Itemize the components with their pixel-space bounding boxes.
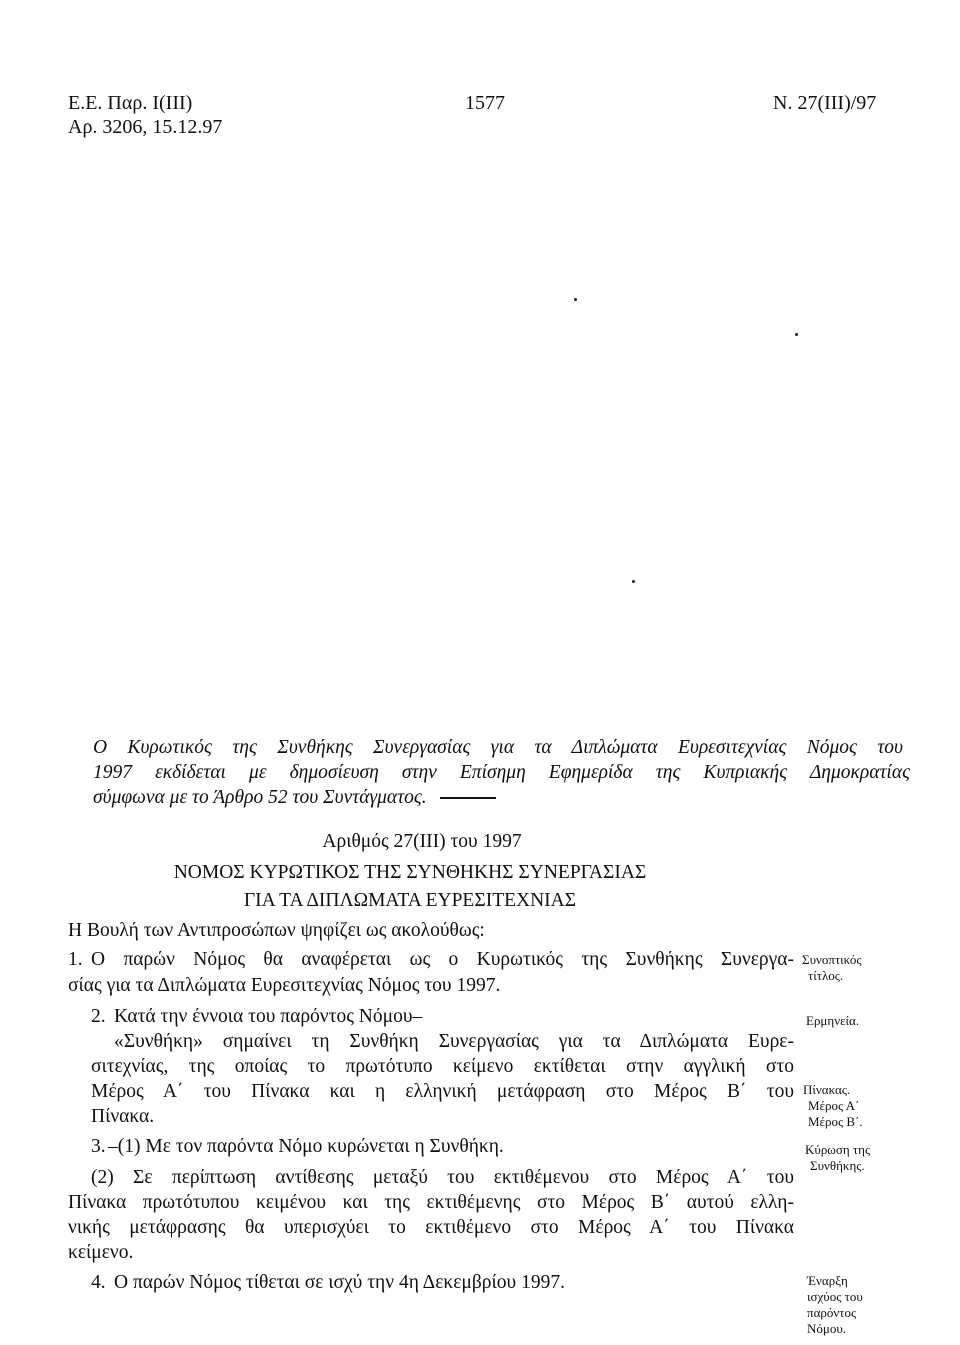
- definition-text: Μέρος Α΄ του Πίνακα και η ελληνική μετάφραση στο Μέρος Β΄ του: [91, 1081, 794, 1102]
- margin-note-commencement: ισχύος του: [807, 1289, 863, 1304]
- margin-note-ratification: Κύρωση της: [805, 1142, 871, 1157]
- margin-note-short-title: τίτλος.: [808, 968, 844, 983]
- scan-speck: [632, 580, 635, 583]
- margin-note-schedule: Μέρος Α΄: [808, 1098, 860, 1113]
- section-2-text: Κατά την έννοια του παρόντος Νόμου–: [114, 1006, 423, 1027]
- section-3-text: (2) Σε περίπτωση αντίθεσης μεταξύ του εκτιθέμενου στο Μέρος Α΄ του: [91, 1167, 794, 1188]
- separator-rule: [440, 797, 496, 799]
- gazette-reference: Ε.Ε. Παρ. Ι(ΙΙΙ): [68, 92, 193, 114]
- law-number: Αριθμός 27(ΙΙΙ) του 1997: [322, 831, 522, 852]
- section-3-text: –(1) Με τον παρόντα Νόμο κυρώνεται η Συνθήκη.: [108, 1136, 504, 1157]
- scan-speck: [574, 298, 577, 301]
- section-4-number: 4.: [91, 1272, 106, 1293]
- definition-text: σιτεχνίας, της οποίας το πρωτότυπο κείμενο εκτίθεται στην αγγλική στο: [91, 1056, 794, 1077]
- section-3-text: κείμενο.: [68, 1242, 134, 1263]
- enacting-formula: Η Βουλή των Αντιπροσώπων ψηφίζει ως ακολούθως:: [68, 920, 485, 941]
- section-3-text: Πίνακα πρωτότυπου κειμένου και της εκτιθέμενης στο Μέρος Β΄ αυτού ελλη-: [68, 1192, 794, 1213]
- section-3-number: 3.: [91, 1136, 106, 1157]
- definition-text: «Συνθήκη» σημαίνει τη Συνθήκη Συνεργασίας για τα Διπλώματα Ευρε-: [114, 1031, 794, 1052]
- section-1-text: Ο παρών Νόμος θα αναφέρεται ως ο Κυρωτικός της Συνθήκης Συνεργα-: [91, 949, 794, 970]
- section-2-number: 2.: [91, 1006, 106, 1027]
- margin-note-commencement: Νόμου.: [807, 1321, 847, 1336]
- intro-line: Ο Κυρωτικός της Συνθήκης Συνεργασίας για τα Διπλώματα Ευρεσιτεχνίας Νόμος του: [93, 737, 903, 758]
- intro-line: σύμφωνα με το Άρθρο 52 του Συντάγματος.: [93, 787, 427, 808]
- law-title-line: ΓΙΑ ΤΑ ΔΙΠΛΩΜΑΤΑ ΕΥΡΕΣΙΤΕΧΝΙΑΣ: [243, 890, 577, 911]
- margin-note-schedule: Πίνακας.: [803, 1082, 851, 1097]
- law-reference: Ν. 27(ΙΙΙ)/97: [773, 92, 877, 114]
- section-4-text: Ο παρών Νόμος τίθεται σε ισχύ την 4η Δεκεμβρίου 1997.: [114, 1272, 565, 1293]
- margin-note-short-title: Συνοπτικός: [802, 952, 862, 967]
- margin-note-interpretation: Ερμηνεία.: [806, 1013, 860, 1028]
- scan-speck: [795, 333, 798, 336]
- intro-line: 1997 εκδίδεται με δημοσίευση στην Επίσημη Εφημερίδα της Κυπριακής Δημοκρατίας: [93, 762, 910, 783]
- margin-note-schedule: Μέρος Β΄.: [808, 1114, 863, 1129]
- margin-note-ratification: Συνθήκης.: [810, 1158, 865, 1173]
- law-title-line: ΝΟΜΟΣ ΚΥΡΩΤΙΚΟΣ ΤΗΣ ΣΥΝΘΗΚΗΣ ΣΥΝΕΡΓΑΣΙΑΣ: [173, 862, 647, 883]
- page-number: 1577: [465, 92, 505, 114]
- margin-note-commencement: παρόντος: [807, 1305, 857, 1320]
- section-1-text: σίας για τα Διπλώματα Ευρεσιτεχνίας Νόμος του 1997.: [68, 975, 501, 996]
- section-1-number: 1.: [68, 949, 83, 970]
- margin-note-commencement: Έναρξη: [807, 1273, 848, 1288]
- section-3-text: νικής μετάφρασης θα υπερισχύει το εκτιθέμενο στο Μέρος Α΄ του Πίνακα: [68, 1217, 794, 1238]
- issue-number-date: Αρ. 3206, 15.12.97: [68, 116, 223, 138]
- definition-text: Πίνακα.: [91, 1106, 155, 1127]
